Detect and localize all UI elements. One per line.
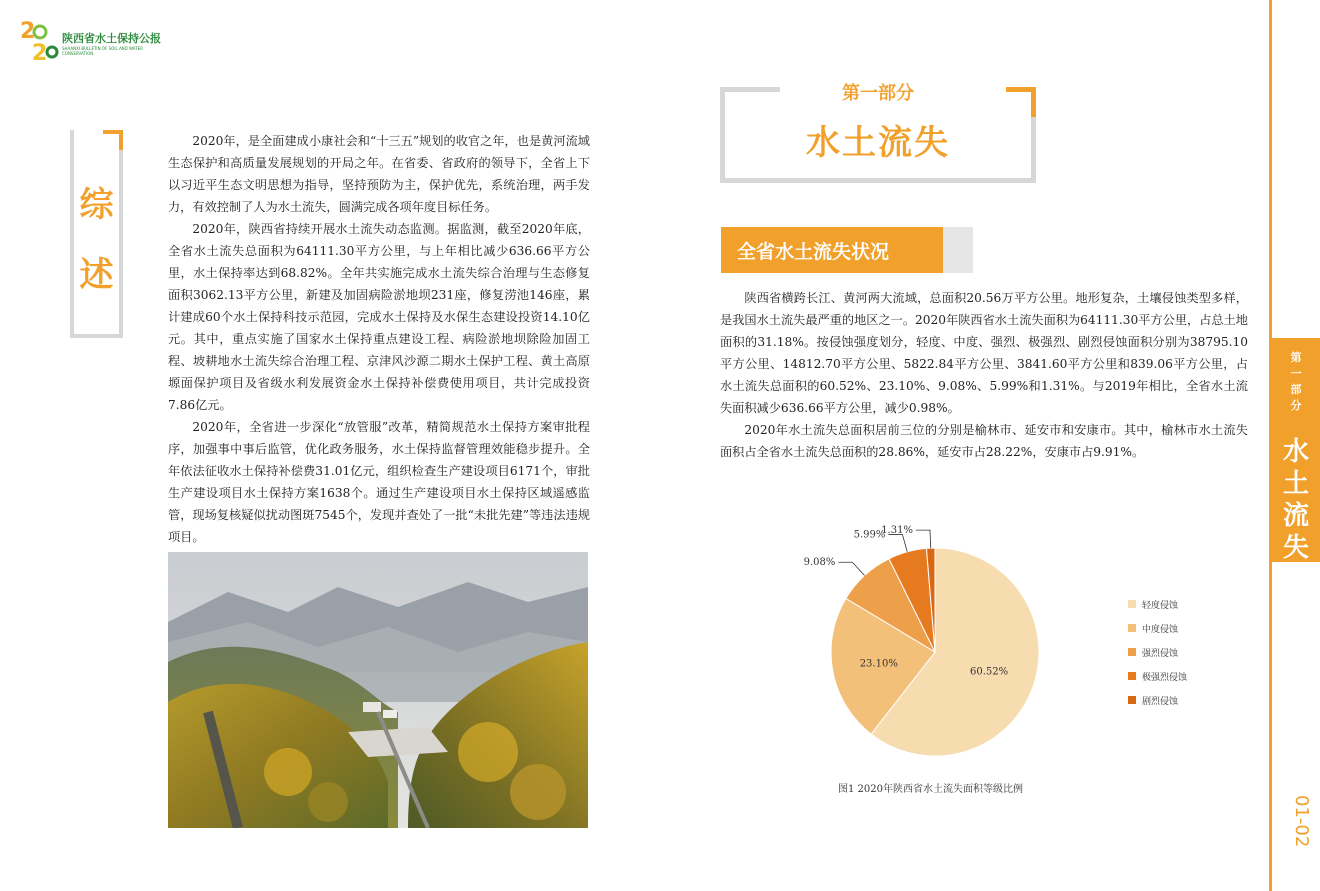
overview-title-frame [70, 130, 123, 338]
section-heading-text: 全省水土流失状况 [737, 241, 890, 263]
legend-swatch [1128, 624, 1136, 632]
part-label: 第一部分 [720, 79, 1036, 105]
pie-slice-label: 1.31% [881, 525, 913, 537]
side-tab-part-char: 分 [1290, 399, 1302, 412]
side-tab-part-char: 一 [1290, 367, 1302, 380]
figure-caption: 图1 2020年陕西省水土流失面积等级比例 [838, 784, 1023, 795]
side-tab-part-label [1272, 338, 1320, 414]
svg-text:2: 2 [32, 41, 48, 66]
pie-slice-label: 60.52% [970, 666, 1009, 678]
logo-subtitle: SHAANXI BULLETIN OF SOIL AND WATER CONSERVATION [62, 46, 143, 56]
legend-label: 强烈侵蚀 [1142, 648, 1179, 659]
legend-swatch [1128, 696, 1136, 704]
logo-title: 陕西省水土保持公报 [62, 32, 161, 45]
pie-slice-label: 9.08% [803, 557, 836, 569]
pie-leader-line [888, 534, 907, 551]
overview-title [70, 170, 123, 310]
legend-swatch [1128, 600, 1136, 608]
chart-legend [1128, 592, 1248, 712]
part-one-header [720, 83, 1036, 183]
part-title: 水土流失 [806, 123, 950, 163]
pie-leader-line [838, 562, 864, 575]
legend-item [1128, 592, 1248, 616]
page-number: 01-02 [1291, 794, 1312, 848]
legend-item [1128, 640, 1248, 664]
bulletin-logo [18, 16, 198, 66]
erosion-paragraph: 陕西省横跨长江、黄河两大流域，总面积20.56万平方公里。地形复杂，土壤侵蚀类型多样，是我国水土流失最严重的地区之一。2020年陕西省水土流失面积为64111.30平方公里，占总土地面积的31.18%。按侵蚀强度划分，轻度、中度、强烈、极强烈、剧烈侵蚀面积分别为38795.10平方公里、14812.70平方公里、5822.84平方公里、3841.60平方公里和839.06平方公里，占水土流失总面积的60.52%、23.10%、9.08%、5.99%和1.31%。与2019年相比，全省水土流失面积减少636.66平方公里，减少0.98%。 [720, 291, 1248, 415]
legend-item [1128, 616, 1248, 640]
legend-item [1128, 664, 1248, 688]
legend-label: 轻度侵蚀 [1142, 600, 1179, 611]
side-tab-title [1272, 436, 1320, 564]
overview-paragraph: 2020年，是全面建成小康社会和“十三五”规划的收官之年，也是黄河流域生态保护和高质量发展规划的开局之年。在省委、省政府的领导下，全省上下以习近平生态文明思想为指导，坚持预防为主，保护优先，系统治理，两手发力，有效控制了人为水土流失，圆满完成各项年度目标任务。 [168, 134, 590, 214]
overview-title-char: 综 [79, 185, 114, 225]
legend-item [1128, 688, 1248, 712]
legend-swatch [1128, 648, 1136, 656]
legend-label: 极强烈侵蚀 [1142, 672, 1188, 683]
pie-leader-line [916, 530, 931, 548]
overview-title-char: 述 [79, 255, 114, 295]
side-tab-title-char: 土 [1282, 469, 1309, 499]
side-tab-title-char: 失 [1282, 533, 1309, 563]
legend-label: 剧烈侵蚀 [1142, 696, 1179, 707]
legend-swatch [1128, 672, 1136, 680]
side-tab-title-char: 水 [1282, 437, 1309, 467]
side-tab-title-char: 流 [1282, 501, 1309, 531]
pie-slice-label: 5.99% [853, 529, 886, 541]
mountain-landscape-photo [168, 552, 588, 828]
logo-2020-mark-icon [18, 16, 60, 66]
side-tab-part-char: 第 [1290, 351, 1302, 364]
chapter-side-tab [1272, 338, 1320, 562]
overview-paragraph: 2020年，陕西省持续开展水土流失动态监测。据监测，截至2020年底，全省水土流失总面积为64111.30平方公里，与上年相比减少636.66平方公里，水土保持率达到68.82%。全年共实施完成水土流失综合治理与生态修复面积3062.13平方公里，新建及加固病险淤地坝231座，修复涝池146座，累计建成60个水土保持科技示范园，完成水土保持及水保生态建设投资14.10亿元。其中，重点实施了国家水土保持重点建设工程、病险淤地坝除险加固工程、坡耕地水土流失综合治理工程、京津风沙源二期水土保护工程、黄土高原塬面保护项目及省级水利发展资金水土保持补偿费使用项目，共计完成投资7.86亿元。 [168, 222, 590, 412]
side-tab-part-char: 部 [1290, 383, 1302, 396]
overview-paragraph: 2020年，全省进一步深化“放管服”改革，精简规范水土保持方案审批程序，加强事中事后监管，优化政务服务，水土保持监督管理效能稳步提升。全年依法征收水土保持补偿费31.01亿元，组织检查生产建设项目6171个，审批生产建设项目水土保持方案1638个。通过生产建设项目水土保持区域遥感监管，现场复核疑似扰动图斑7545个，发现并查处了一批“未批先建”等违法违规项目。 [168, 420, 590, 544]
overview-body [168, 130, 590, 548]
legend-label: 中度侵蚀 [1142, 624, 1179, 635]
erosion-paragraph: 2020年水土流失总面积居前三位的分别是榆林市、延安市和安康市。其中，榆林市水土流失面积占全省水土流失总面积的28.86%，延安市占28.22%，安康市占9.91%。 [720, 423, 1248, 459]
section-heading [721, 227, 973, 273]
soil-erosion-body [720, 287, 1248, 463]
svg-text:2: 2 [20, 19, 36, 44]
pie-slice-label: 23.10% [859, 658, 898, 670]
